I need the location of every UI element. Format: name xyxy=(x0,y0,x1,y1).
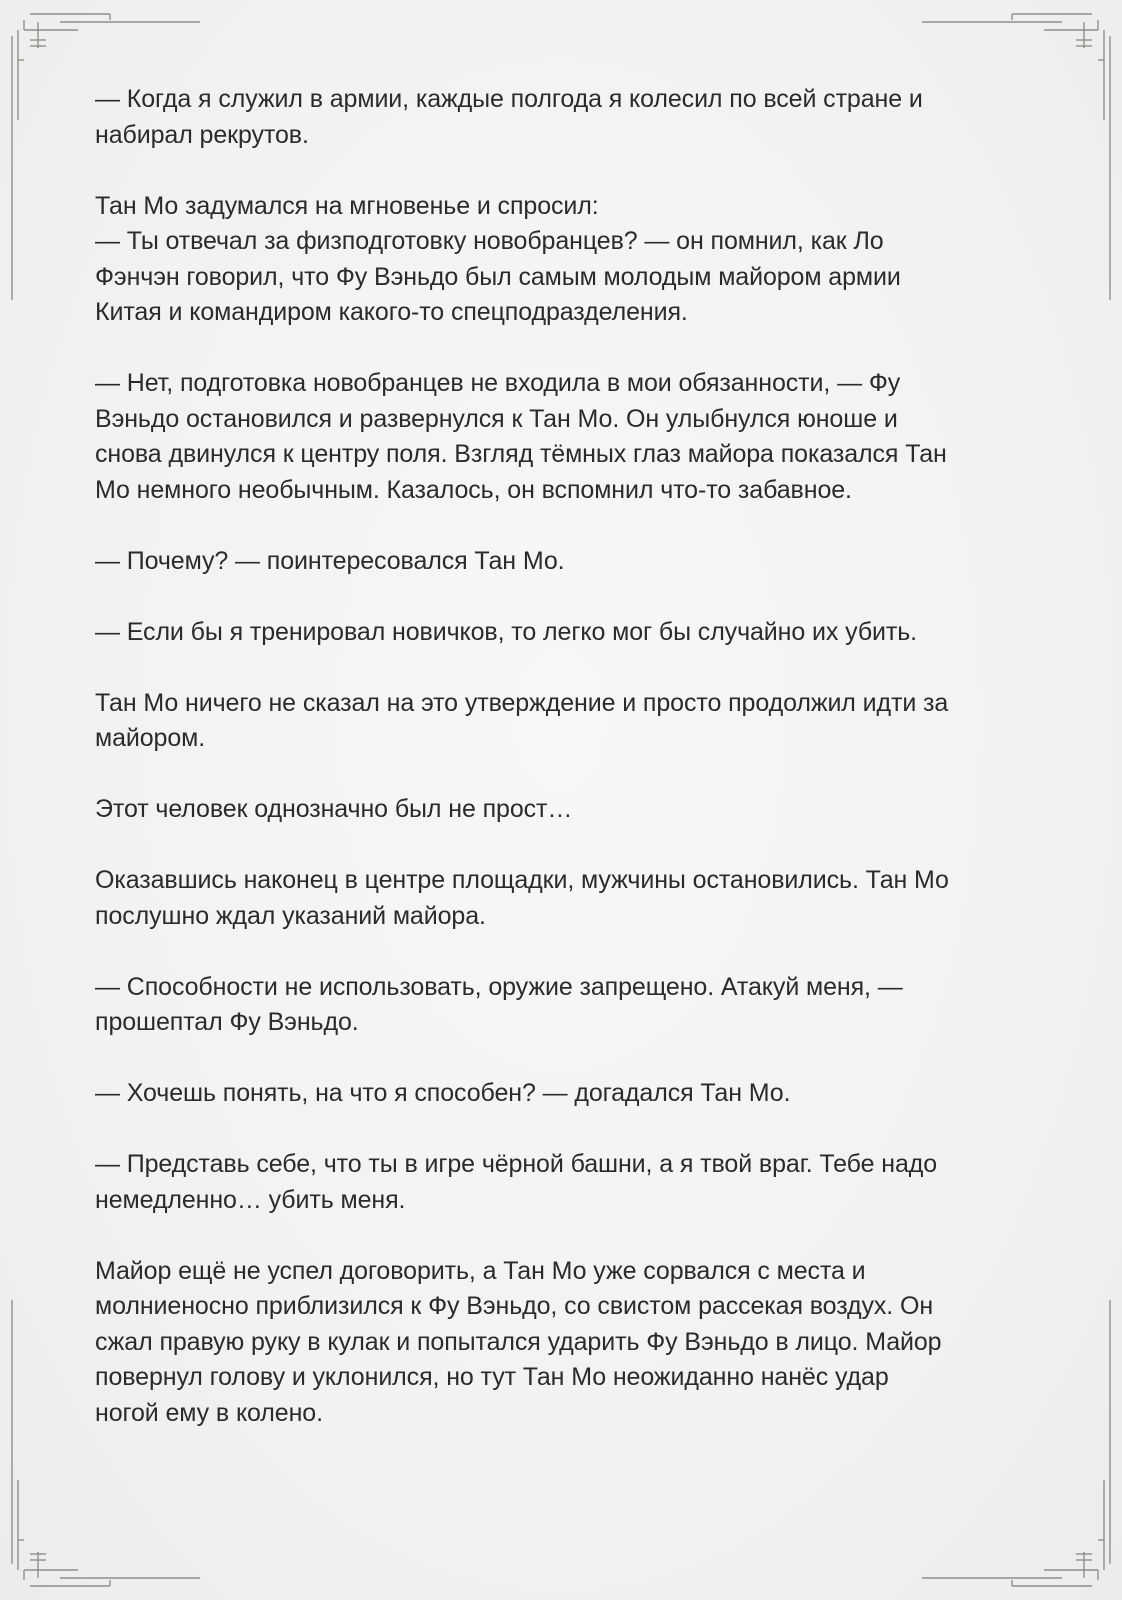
paragraph: Тан Мо задумался на мгновенье и спросил: — Ты отвечал за физподготовку новобранцев? — он помнил, как Ло Фэнчэн говорил, что Фу Вэньдо был самым молодым майором армии Китая и командиром какого-то спецподразделения. xyxy=(95,191,901,326)
paragraph: — Хочешь понять, на что я способен? — догадался Тан Мо. xyxy=(95,1079,791,1107)
chapter-text xyxy=(95,82,1035,1431)
paragraph: Этот человек однозначно был не прост… xyxy=(95,795,573,823)
paragraph: — Нет, подготовка новобранцев не входила в мои обязанности, — Фу Вэньдо остановился и развернулся к Тан Мо. Он улыбнулся юноше и снова двинулся к центру поля. Взгляд тёмных глаз майора показался Тан Мо немного необычным. Казалось, он вспомнил что-то забавное. xyxy=(95,369,947,504)
paragraph: — Когда я служил в армии, каждые полгода я колесил по всей стране и набирал рекрутов. xyxy=(95,85,923,149)
paragraph: Оказавшись наконец в центре площадки, мужчины остановились. Тан Мо послушно ждал указаний майора. xyxy=(95,866,949,930)
paragraph: — Если бы я тренировал новичков, то легко мог бы случайно их убить. xyxy=(95,617,918,646)
paragraph: — Представь себе, что ты в игре чёрной башни, а я твой враг. Тебе надо немедленно… убить меня. xyxy=(95,1150,938,1214)
paragraph: Майор ещё не успел договорить, а Тан Мо уже сорвался с места и молниеносно приблизился к Фу Вэньдо, со свистом рассекая воздух. Он сжал правую руку в кулак и попытался ударить Фу Вэньдо в лицо. Майор повернул голову и уклонился, но тут Тан Мо неожиданно нанёс удар ногой ему в колено. xyxy=(95,1256,942,1427)
paragraph: Тан Мо ничего не сказал на это утверждение и просто продолжил идти за майором. xyxy=(95,688,949,752)
paragraph: — Почему? — поинтересовался Тан Мо. xyxy=(95,546,565,575)
paragraph: — Способности не использовать, оружие запрещено. Атакуй меня, — прошептал Фу Вэньдо. xyxy=(95,972,903,1036)
